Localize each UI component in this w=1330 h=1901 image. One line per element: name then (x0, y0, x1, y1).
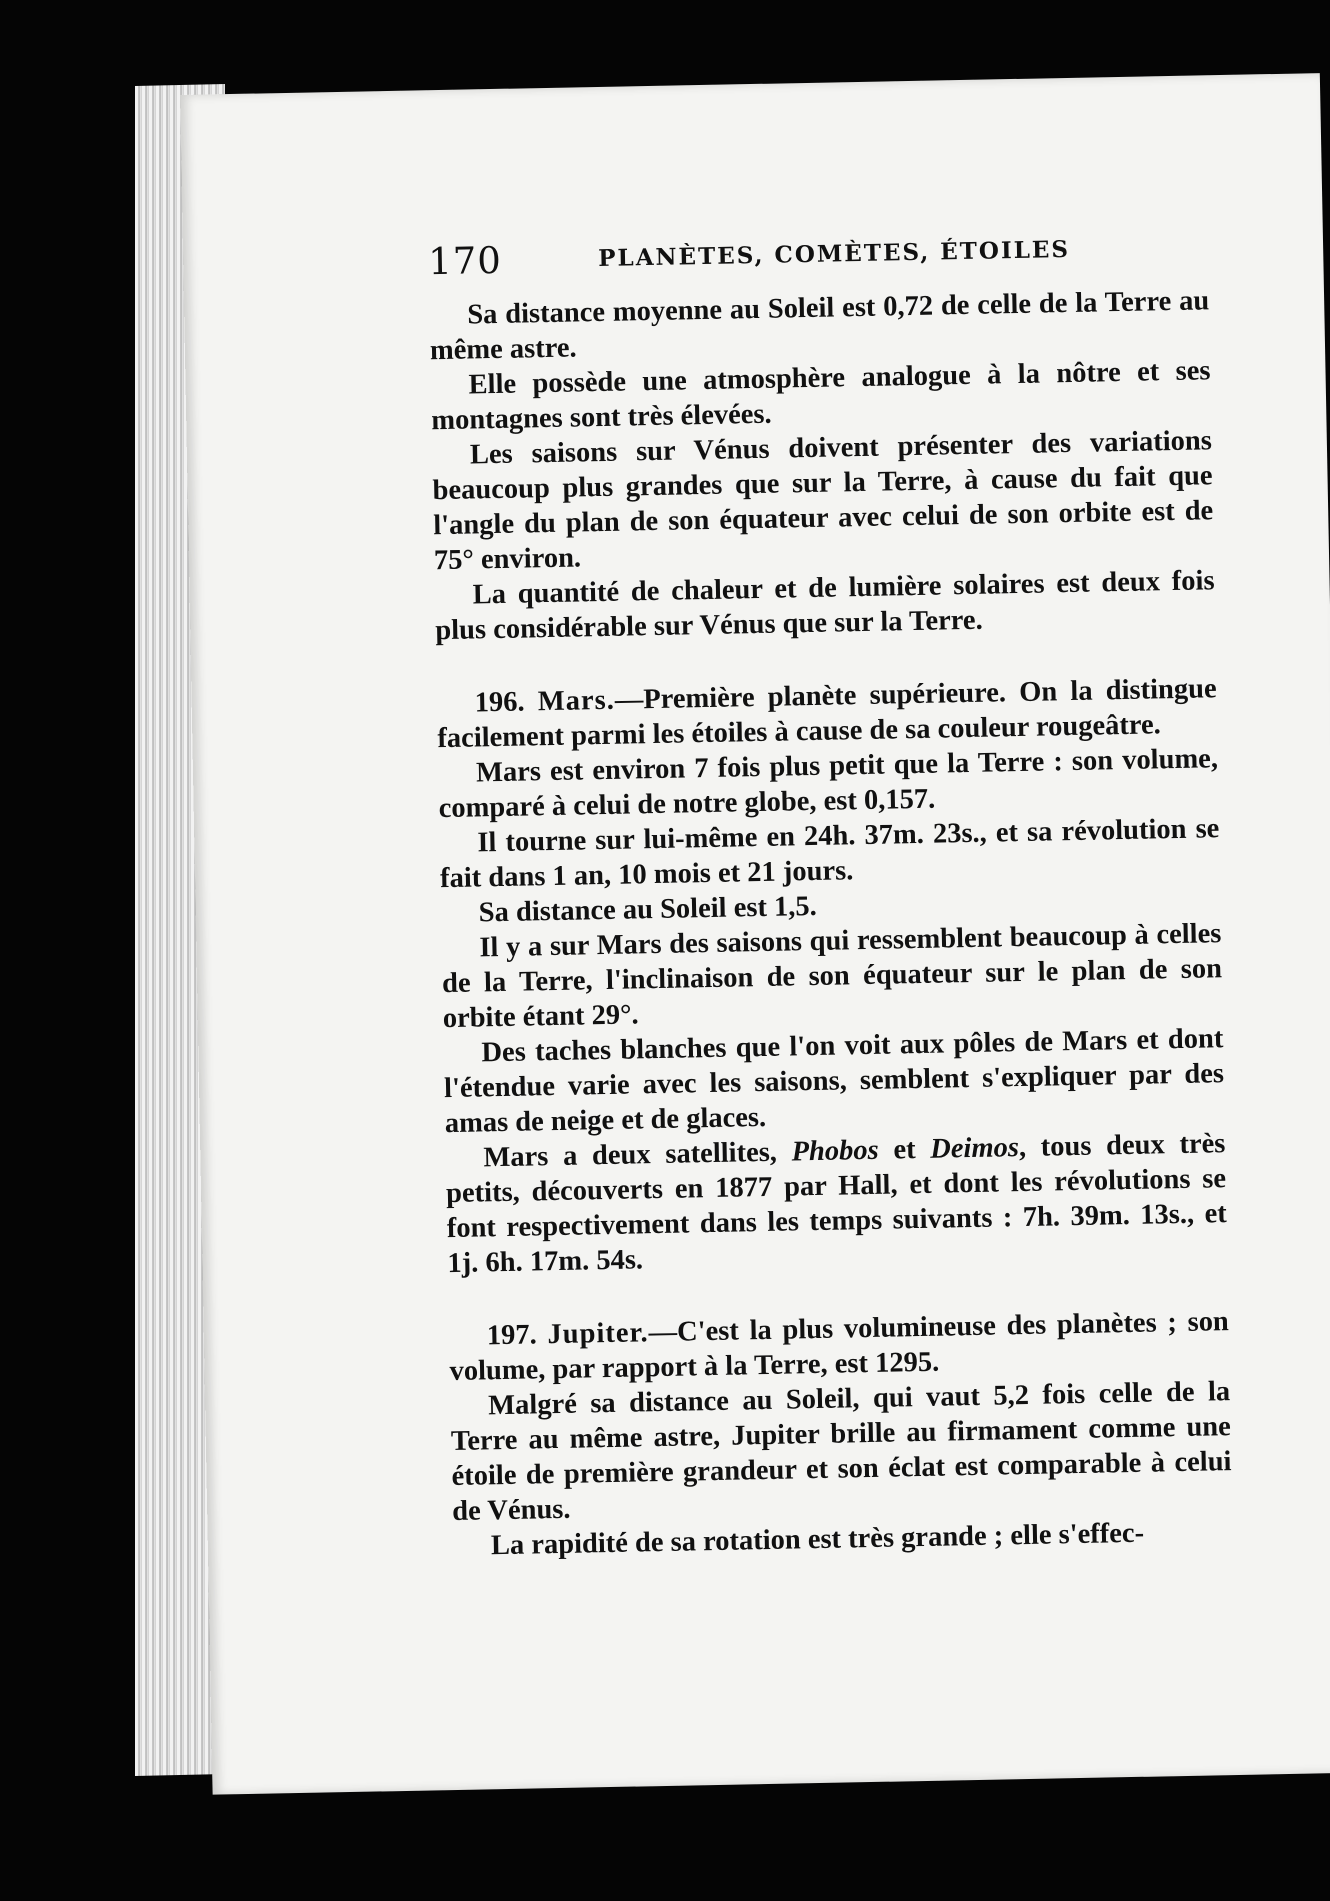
paragraph: Mars est environ 7 fois plus petit que la Terre : son volume, comparé à celui de notre globe, est 0,157. (438, 743, 1219, 825)
section-intro-text: —C'est la plus volumineuse des planètes ; son volume, par rapport à la Terre, est 1295. (449, 1306, 1230, 1388)
paragraph-satellites (445, 1126, 1228, 1281)
paragraph: Les saisons sur Vénus doivent présenter des variations beaucoup plus grandes que sur la Terre, à cause du fait que l'angle du plan de son équateur avec celui de son orbite est de 75° environ. (432, 425, 1214, 577)
section-number: 196. (474, 686, 525, 719)
satellite-name-phobos: Phobos (791, 1134, 879, 1168)
satellites-text-pre: Mars a deux satellites, (483, 1136, 792, 1174)
page-number: 170 (427, 238, 503, 284)
paragraph: Il tourne sur lui-même en 24h. 37m. 23s., et sa révolution se fait dans 1 an, 10 mois et 21 jours. (439, 813, 1220, 895)
paragraph: Malgré sa distance au Soleil, qui vaut 5,2 fois celle de la Terre au même astre, Jupiter brille au firmament comme une étoile de première grandeur et son éclat est comparable à celui de Vénus. (450, 1376, 1232, 1528)
paragraph: Des taches blanches que l'on voit aux pôles de Mars et dont l'étendue varie avec les saisons, semblent s'expliquer par des amas de neige et de glaces. (443, 1023, 1225, 1140)
paragraph: La quantité de chaleur et de lumière solaires est deux fois plus considérable sur Vénus que sur la Terre. (435, 565, 1215, 647)
section-title-mars: Mars. (537, 684, 616, 718)
satellites-text-mid: et (878, 1133, 931, 1166)
satellites-text-post: , tous deux très petits, découverts en 1877 par Hall, et dont les révolutions se font respectivement dans les temps suivants : 7h. 39m. 13s., et 1j. 6h. 17m. 54s. (445, 1128, 1227, 1280)
book-page (180, 73, 1330, 1795)
page-text-block (428, 225, 1237, 1740)
running-head: PLANÈTES, COMÈTES, ÉTOILES (597, 235, 1071, 272)
paragraph: La rapidité de sa rotation est très grande ; elle s'effec- (490, 1517, 1145, 1562)
paragraph: Il y a sur Mars des saisons qui ressemblent beaucoup à celles de la Terre, l'inclinaison de son équateur sur le plan de son orbite étant 29°. (441, 918, 1223, 1035)
paragraph: Elle possède une atmosphère analogue à la nôtre et ses montagnes sont très élevées. (431, 355, 1211, 437)
section-title-jupiter: Jupiter. (547, 1317, 649, 1351)
section-intro-text: —Première planète supérieure. On la distingue facilement parmi les étoiles à cause de sa couleur rougeâtre. (437, 673, 1217, 755)
paragraph: Sa distance au Soleil est 1,5. (478, 890, 818, 929)
paragraph: Sa distance moyenne au Soleil est 0,72 de celle de la Terre au même astre. (429, 285, 1210, 367)
section-number: 197. (486, 1319, 538, 1352)
satellite-name-deimos: Deimos (929, 1132, 1020, 1165)
